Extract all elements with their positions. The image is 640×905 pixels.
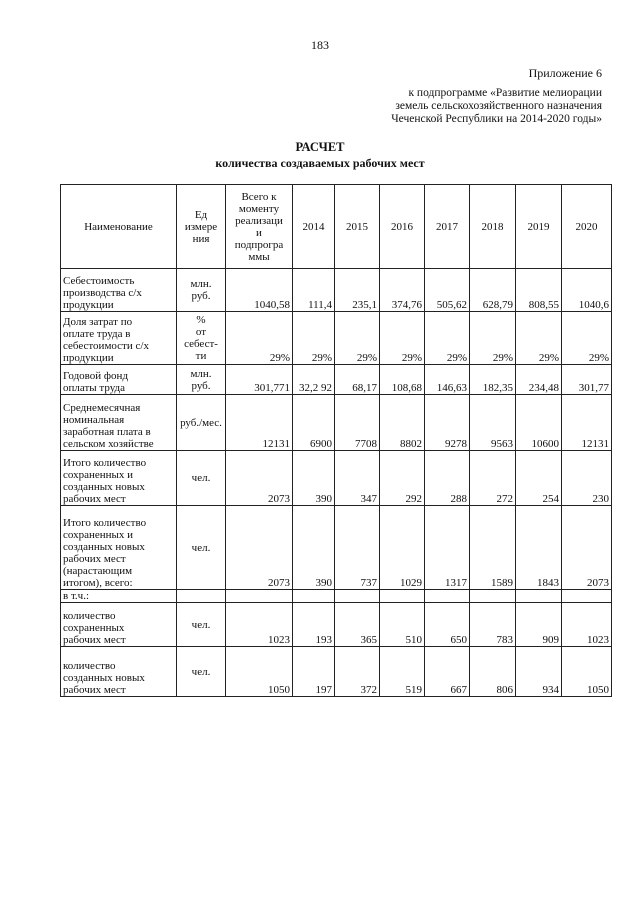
row-total-cell: 2073 xyxy=(226,451,293,506)
row-year-cell: 197 xyxy=(293,647,335,697)
row-year-cell: 783 xyxy=(470,603,516,647)
row-year-cell: 272 xyxy=(470,451,516,506)
row-unit-line: чел. xyxy=(191,472,211,484)
row-year-cell: 29% xyxy=(516,312,562,365)
header-year: 2017 xyxy=(425,185,470,269)
row-year-cell xyxy=(425,590,470,603)
row-year-cell: 1023 xyxy=(562,603,612,647)
row-year-cell: 234,48 xyxy=(516,365,562,395)
row-unit-line: чел. xyxy=(191,618,211,631)
document-subtitle: количества создаваемых рабочих мест xyxy=(215,156,425,170)
header-year: 2016 xyxy=(380,185,425,269)
row-year-cell: 146,63 xyxy=(425,365,470,395)
row-name-line: сохраненных и xyxy=(63,529,134,541)
row-name-line: оплате труда в xyxy=(63,328,131,340)
header-year: 2014 xyxy=(293,185,335,269)
header-unit-line: измере xyxy=(184,220,218,233)
row-name-line: Итого количество xyxy=(63,457,147,469)
row-name-line: созданных новых xyxy=(63,541,145,553)
row-unit-cell xyxy=(177,647,226,697)
row-total-cell: 12131 xyxy=(226,395,293,451)
row-year-cell: 301,77 xyxy=(562,365,612,395)
row-name-line: сохраненных и xyxy=(63,469,134,481)
appendix-description xyxy=(391,87,602,126)
row-year-cell xyxy=(470,590,516,603)
header-unit-line: ния xyxy=(192,232,210,245)
row-year-cell xyxy=(562,590,612,603)
row-year-cell: 372 xyxy=(335,647,380,697)
row-year-cell: 29% xyxy=(562,312,612,365)
row-name-line: Итого количество xyxy=(63,517,147,529)
row-unit-cell xyxy=(177,506,226,590)
row-year-cell: 667 xyxy=(425,647,470,697)
row-year-cell: 182,35 xyxy=(470,365,516,395)
row-year-cell: 2073 xyxy=(562,506,612,590)
row-unit-line: руб. xyxy=(191,290,211,302)
header-total-line: подпрогра xyxy=(234,238,284,251)
row-unit-line: млн. xyxy=(190,367,212,380)
row-year-cell: 68,17 xyxy=(335,365,380,395)
row-name-cell xyxy=(61,603,177,647)
appendix-line: земель сельскохозяйственного назначения xyxy=(395,100,602,112)
row-year-cell: 29% xyxy=(293,312,335,365)
row-year-cell: 628,79 xyxy=(470,269,516,312)
row-year-cell: 390 xyxy=(293,451,335,506)
jobs-calculation-table xyxy=(60,184,612,697)
row-unit-line: от xyxy=(195,326,207,338)
row-total-cell: 2073 xyxy=(226,506,293,590)
row-total-cell: 301,771 xyxy=(226,365,293,395)
row-unit-cell xyxy=(177,312,226,365)
row-name-cell xyxy=(61,365,177,395)
row-name-cell xyxy=(61,506,177,590)
row-year-cell xyxy=(293,590,335,603)
row-year-cell: 292 xyxy=(380,451,425,506)
row-name-line: (нарастающим xyxy=(63,565,133,577)
row-name-line: рабочих мест xyxy=(63,634,126,646)
header-total-line: моменту xyxy=(238,202,280,215)
row-year-cell: 909 xyxy=(516,603,562,647)
row-name-line: рабочих мест xyxy=(63,553,126,565)
row-name-line: Себестоимость xyxy=(63,275,135,287)
row-year-cell: 193 xyxy=(293,603,335,647)
row-unit-line: % xyxy=(196,314,206,326)
row-year-cell: 9563 xyxy=(470,395,516,451)
row-name-line: итогом), всего: xyxy=(63,577,133,589)
row-name-line: продукции xyxy=(63,299,114,311)
row-year-cell: 235,1 xyxy=(335,269,380,312)
header-year: 2019 xyxy=(516,185,562,269)
row-name-line: продукции xyxy=(63,352,114,364)
appendix-label: Приложение 6 xyxy=(528,66,602,80)
row-year-cell: 1589 xyxy=(470,506,516,590)
row-unit-line: руб./мес. xyxy=(180,416,222,429)
row-year-cell xyxy=(516,590,562,603)
row-name-cell xyxy=(61,395,177,451)
row-name-line: Годовой фонд xyxy=(63,370,129,382)
row-year-cell xyxy=(335,590,380,603)
document-title: РАСЧЕТ xyxy=(295,140,345,154)
row-year-cell: 29% xyxy=(335,312,380,365)
header-total-line: ммы xyxy=(248,250,270,263)
row-unit-cell xyxy=(177,365,226,395)
header-total-line: Всего к xyxy=(241,190,277,203)
row-year-cell: 29% xyxy=(380,312,425,365)
row-name-line: в т.ч.: xyxy=(63,590,90,602)
header-total xyxy=(226,185,293,269)
page-number: 183 xyxy=(311,38,329,52)
row-name-line: номинальная xyxy=(63,414,125,426)
row-year-cell: 1843 xyxy=(516,506,562,590)
table-row xyxy=(61,395,612,451)
row-year-cell: 1050 xyxy=(562,647,612,697)
appendix-line: к подпрограмме «Развитие мелиорации xyxy=(408,87,602,99)
table-row xyxy=(61,603,612,647)
row-year-cell: 737 xyxy=(335,506,380,590)
header-unit xyxy=(177,185,226,269)
row-unit-cell xyxy=(177,269,226,312)
row-unit-line: млн. xyxy=(190,278,212,290)
row-year-cell: 390 xyxy=(293,506,335,590)
header-name: Наименование xyxy=(61,185,177,269)
row-year-cell: 934 xyxy=(516,647,562,697)
row-year-cell: 808,55 xyxy=(516,269,562,312)
table-row xyxy=(61,506,612,590)
appendix-line: Чеченской Республики на 2014-2020 годы» xyxy=(391,113,602,125)
row-unit-line: ти xyxy=(195,350,207,362)
header-year: 2020 xyxy=(562,185,612,269)
row-name-line: рабочих мест xyxy=(63,684,126,696)
row-year-cell: 108,68 xyxy=(380,365,425,395)
row-total-cell: 29% xyxy=(226,312,293,365)
row-unit-line: чел. xyxy=(191,665,211,678)
row-name-line: Среднемесячная xyxy=(63,402,141,414)
header-unit-line: Ед xyxy=(194,208,208,221)
row-unit-cell xyxy=(177,395,226,451)
row-total-cell: 1023 xyxy=(226,603,293,647)
row-name-cell xyxy=(61,269,177,312)
table-row xyxy=(61,647,612,697)
row-year-cell xyxy=(380,590,425,603)
row-year-cell: 230 xyxy=(562,451,612,506)
row-year-cell: 6900 xyxy=(293,395,335,451)
row-name-cell xyxy=(61,451,177,506)
row-year-cell: 111,4 xyxy=(293,269,335,312)
row-year-cell: 510 xyxy=(380,603,425,647)
row-year-cell: 1040,6 xyxy=(562,269,612,312)
row-year-cell: 806 xyxy=(470,647,516,697)
header-year: 2018 xyxy=(470,185,516,269)
row-year-cell: 288 xyxy=(425,451,470,506)
row-total-cell: 1040,58 xyxy=(226,269,293,312)
row-unit-cell xyxy=(177,603,226,647)
row-unit-cell xyxy=(177,451,226,506)
header-total-line: реализаци xyxy=(235,214,283,227)
row-name-line: количество xyxy=(63,660,116,672)
row-year-cell: 12131 xyxy=(562,395,612,451)
row-year-cell: 347 xyxy=(335,451,380,506)
row-year-cell: 10600 xyxy=(516,395,562,451)
row-name-cell xyxy=(61,590,177,603)
row-name-line: рабочих мест xyxy=(63,493,126,505)
row-year-cell: 374,76 xyxy=(380,269,425,312)
row-year-cell: 29% xyxy=(470,312,516,365)
row-unit-line: себест- xyxy=(184,338,218,350)
row-unit-line: руб. xyxy=(191,379,211,392)
row-year-cell: 9278 xyxy=(425,395,470,451)
table-row xyxy=(61,451,612,506)
row-year-cell: 1029 xyxy=(380,506,425,590)
table-row xyxy=(61,312,612,365)
header-year: 2015 xyxy=(335,185,380,269)
row-name-line: производства с/х xyxy=(63,287,142,299)
table-row xyxy=(61,590,612,603)
header-total-line: и xyxy=(256,226,262,239)
row-name-line: количество xyxy=(63,610,116,622)
row-year-cell: 365 xyxy=(335,603,380,647)
table-row xyxy=(61,269,612,312)
row-year-cell: 650 xyxy=(425,603,470,647)
row-name-line: оплаты труда xyxy=(63,382,126,394)
row-year-cell: 254 xyxy=(516,451,562,506)
row-name-line: сельском хозяйстве xyxy=(63,438,154,450)
row-year-cell: 505,62 xyxy=(425,269,470,312)
row-unit-line: чел. xyxy=(191,541,211,554)
row-name-line: заработная плата в xyxy=(63,426,151,438)
row-year-cell: 32,2 92 xyxy=(293,365,335,395)
row-name-cell xyxy=(61,312,177,365)
row-year-cell: 29% xyxy=(425,312,470,365)
row-name-line: себестоимости с/х xyxy=(63,340,149,352)
row-total-cell xyxy=(226,590,293,603)
row-name-line: созданных новых xyxy=(63,672,145,684)
row-year-cell: 519 xyxy=(380,647,425,697)
row-name-line: созданных новых xyxy=(63,481,145,493)
table-row xyxy=(61,365,612,395)
row-name-line: сохраненных xyxy=(63,622,125,634)
table-header-row xyxy=(61,185,612,269)
row-year-cell: 1317 xyxy=(425,506,470,590)
row-total-cell: 1050 xyxy=(226,647,293,697)
row-year-cell: 7708 xyxy=(335,395,380,451)
row-name-cell xyxy=(61,647,177,697)
row-year-cell: 8802 xyxy=(380,395,425,451)
row-name-line: Доля затрат по xyxy=(63,316,133,328)
row-unit-cell xyxy=(177,590,226,603)
